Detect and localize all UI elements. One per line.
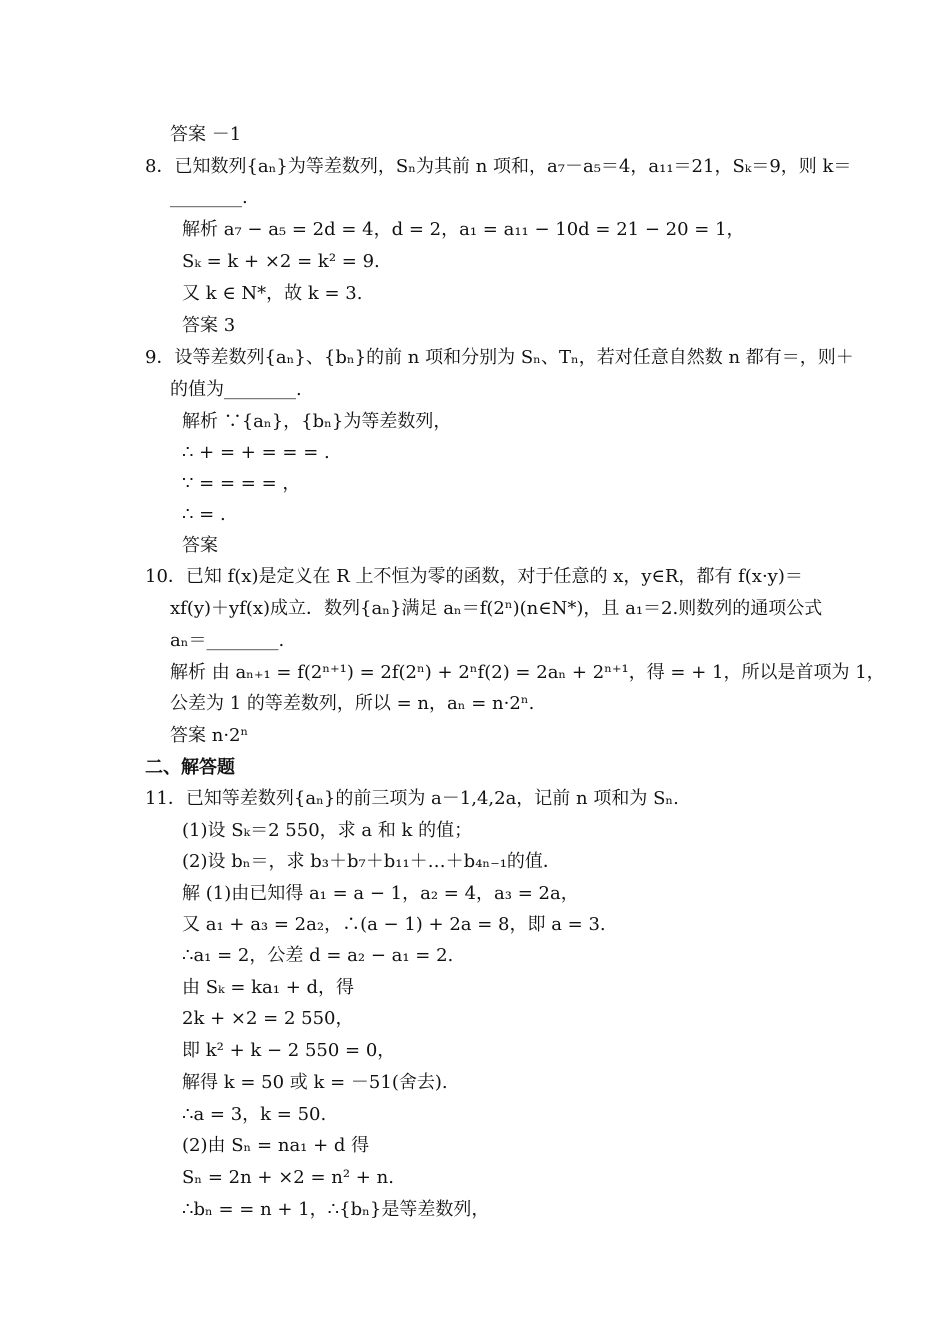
problem-8-blank: ________. (170, 187, 248, 208)
answer-line: 答案 n·2ⁿ (170, 725, 249, 746)
problem-8: 8．已知数列{aₙ}为等差数列，Sₙ为其前 n 项和，a₇－a₅＝4，a₁₁＝21，Sₖ＝9，则 k＝ (145, 156, 852, 177)
answer-line: 答案 (182, 535, 218, 556)
solution-line: 又 a₁ + a₃ = 2a₂，∴(a − 1) + 2a = 8，即 a = 3. (182, 914, 606, 935)
problem-11: 11．已知等差数列{aₙ}的前三项为 a－1,4,2a，记前 n 项和为 Sₙ. (145, 788, 679, 809)
problem-11-part-1: (1)设 Sₖ＝2 550，求 a 和 k 的值； (182, 820, 473, 841)
answer-line: 答案 －1 (170, 124, 242, 145)
solution-line: ∴bₙ = = n + 1，∴{bₙ}是等差数列， (182, 1199, 490, 1220)
solution-line: ∵ = = = = ， (182, 473, 301, 494)
solution-line: (2)由 Sₙ = na₁ + d 得 (182, 1135, 370, 1156)
analysis-line: 解析 a₇ − a₅ = 2d = 4，d = 2，a₁ = a₁₁ − 10d = 21 − 20 = 1， (182, 219, 745, 240)
solution-line: ∴ = . (182, 504, 226, 525)
problem-10-cont: xf(y)＋yf(x)成立．数列{aₙ}满足 aₙ＝f(2ⁿ)(n∈N*)，且 a₁＝2.则数列的通项公式 (170, 598, 823, 619)
solution-line: Sₙ = 2n + ×2 = n² + n. (182, 1167, 394, 1188)
solution-line: 解 (1)由已知得 a₁ = a − 1，a₂ = 4，a₃ = 2a， (182, 883, 579, 904)
solution-line: 又 k ∈ N*，故 k = 3. (182, 283, 363, 304)
problem-9: 9．设等差数列{aₙ}、{bₙ}的前 n 项和分别为 Sₙ、Tₙ，若对任意自然数 n 都有＝，则＋ (145, 347, 854, 368)
solution-line: ∴a₁ = 2，公差 d = a₂ − a₁ = 2. (182, 945, 454, 966)
solution-line: 解得 k = 50 或 k = －51(舍去). (182, 1072, 448, 1093)
solution-line: 由 Sₖ = ka₁ + d，得 (182, 977, 355, 998)
problem-9-blank: 的值为________. (170, 379, 302, 400)
solution-line: 2k + ×2 = 2 550， (182, 1008, 354, 1029)
solution-line: ∴ + = + = = = . (182, 442, 330, 463)
solution-line: 即 k² + k − 2 550 = 0， (182, 1040, 396, 1061)
solution-line: ∴a = 3，k = 50. (182, 1104, 327, 1125)
solution-line: Sₖ = k + ×2 = k² = 9. (182, 251, 380, 272)
problem-11-part-2: (2)设 bₙ＝，求 b₃＋b₇＋b₁₁＋…＋b₄ₙ₋₁的值． (182, 851, 561, 872)
analysis-line: 解析 由 aₙ₊₁ = f(2ⁿ⁺¹) = 2f(2ⁿ) + 2ⁿf(2) = 2aₙ + 2ⁿ⁺¹，得 = + 1，所以是首项为 1， (170, 662, 885, 683)
analysis-line: 解析 ∵{aₙ}，{bₙ}为等差数列， (182, 411, 452, 432)
problem-10: 10．已知 f(x)是定义在 R 上不恒为零的函数，对于任意的 x，y∈R，都有 f(x·y)＝ (145, 566, 803, 587)
section-heading: 二、解答题 (145, 757, 235, 778)
problem-10-blank: aₙ＝________. (170, 630, 285, 651)
answer-line: 答案 3 (182, 315, 236, 336)
solution-line: 公差为 1 的等差数列，所以 = n，aₙ = n·2ⁿ. (170, 693, 535, 714)
